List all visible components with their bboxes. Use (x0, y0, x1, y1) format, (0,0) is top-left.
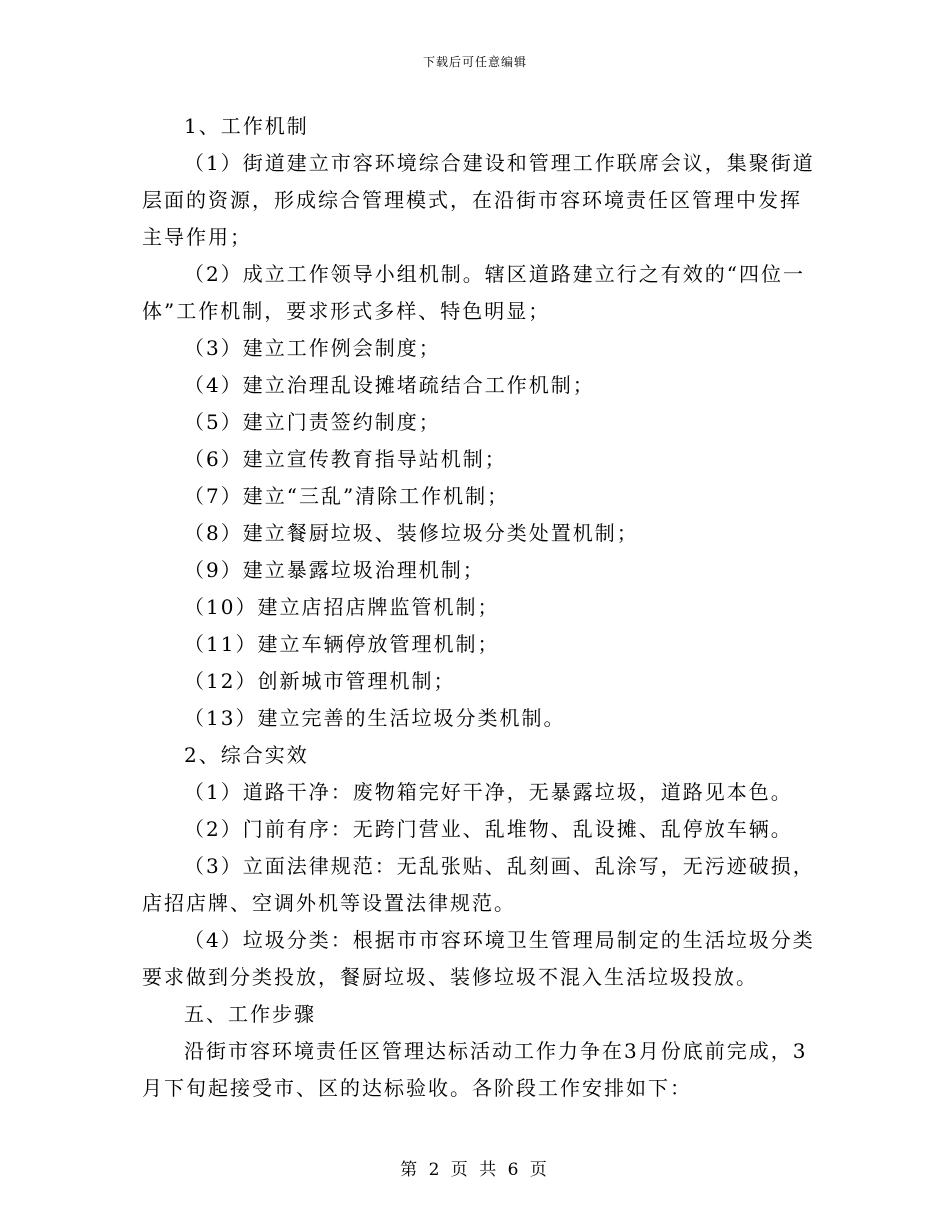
page-header: 下载后可任意编辑 (422, 55, 527, 69)
paragraph-line: 体”工作机制，要求形式多样、特色明显； (142, 299, 551, 323)
paragraph-line: 五、工作步骤 (184, 1002, 316, 1026)
paragraph-line: （2）门前有序：无跨门营业、乱堆物、乱设摊、乱停放车辆。 (184, 817, 793, 841)
document-body (142, 108, 815, 1107)
paragraph-line: 主导作用； (142, 225, 252, 249)
paragraph-line: （12）创新城市管理机制； (184, 669, 456, 693)
paragraph-line: （1）道路干净：废物箱完好干净，无暴露垃圾，道路见本色。 (184, 780, 793, 804)
paragraph-line: （7）建立“三乱”清除工作机制； (184, 484, 510, 508)
paragraph-line: 月下旬起接受市、区的达标验收。各阶段工作安排如下： (142, 1076, 692, 1100)
paragraph-line: （11）建立车辆停放管理机制； (184, 632, 500, 656)
paragraph-line: （1）街道建立市容环境综合建设和管理工作联席会议，集聚街道 (184, 151, 815, 175)
paragraph-line: （4）垃圾分类：根据市市容环境卫生管理局制定的生活垃圾分类 (184, 928, 815, 952)
paragraph-line: 1、工作机制 (184, 114, 309, 138)
paragraph-line: （13）建立完善的生活垃圾分类机制。 (184, 706, 566, 730)
paragraph-line: （8）建立餐厨垃圾、装修垃圾分类处置机制； (184, 521, 639, 545)
paragraph-line: 层面的资源，形成综合管理模式，在沿街市容环境责任区管理中发挥 (142, 188, 802, 212)
paragraph-line: （6）建立宣传教育指导站机制； (184, 447, 507, 471)
page-footer: 第 2 页 共 6 页 (400, 1160, 550, 1180)
paragraph-line: （10）建立店招店牌监管机制； (184, 595, 500, 619)
paragraph-line: 店招店牌、空调外机等设置法律规范。 (142, 891, 516, 915)
paragraph-line: （4）建立治理乱设摊堵疏结合工作机制； (184, 373, 595, 397)
paragraph-line: 2、综合实效 (184, 743, 309, 767)
paragraph-line: （5）建立门责签约制度； (184, 410, 441, 434)
paragraph-line: （2）成立工作领导小组机制。辖区道路建立行之有效的“四位一 (184, 262, 805, 286)
paragraph-line: 要求做到分类投放，餐厨垃圾、装修垃圾不混入生活垃圾投放。 (142, 965, 758, 989)
paragraph-line: （9）建立暴露垃圾治理机制； (184, 558, 485, 582)
paragraph-line: 沿街市容环境责任区管理达标活动工作力争在3月份底前完成，3 (184, 1039, 808, 1063)
paragraph-line: （3）建立工作例会制度； (184, 336, 441, 360)
paragraph-line: （3）立面法律规范：无乱张贴、乱刻画、乱涂写，无污迹破损， (184, 854, 815, 878)
